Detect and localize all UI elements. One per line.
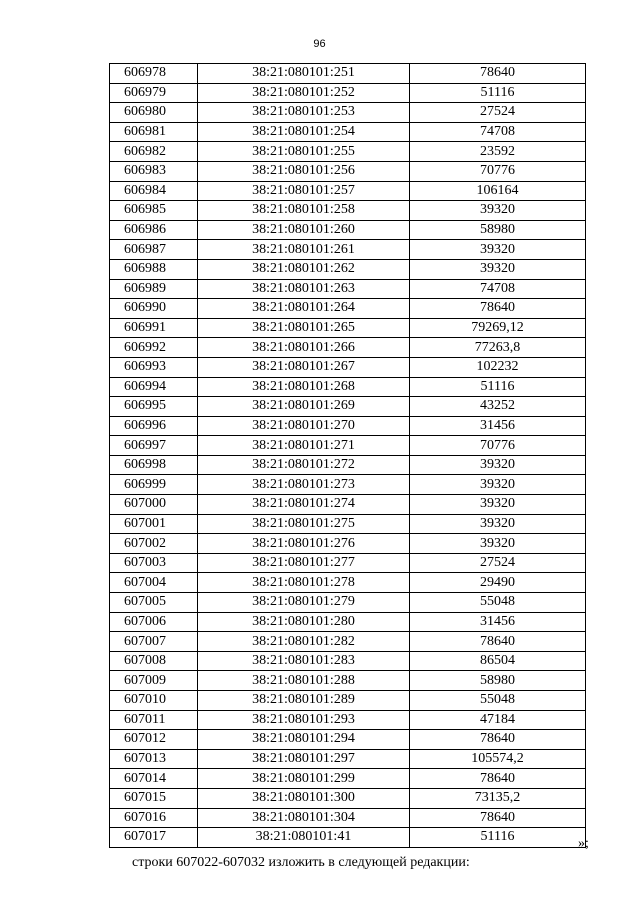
- cadastral-number-cell: 38:21:080101:293: [198, 710, 410, 730]
- row-number-cell: 606993: [110, 357, 198, 377]
- row-number-cell: 606978: [110, 64, 198, 84]
- row-number-cell: 607006: [110, 612, 198, 632]
- table-row: [110, 83, 586, 103]
- cadastral-number-cell: 38:21:080101:262: [198, 259, 410, 279]
- cadastral-value-cell: 70776: [410, 161, 586, 181]
- cadastral-number-cell: 38:21:080101:275: [198, 514, 410, 534]
- row-number-cell: 606997: [110, 436, 198, 456]
- table-row: [110, 357, 586, 377]
- cadastral-number-cell: 38:21:080101:261: [198, 240, 410, 260]
- cadastral-value-cell: 78640: [410, 299, 586, 319]
- table-row: [110, 64, 586, 84]
- cadastral-number-cell: 38:21:080101:289: [198, 691, 410, 711]
- row-number-cell: 607005: [110, 593, 198, 613]
- amendment-instruction-text: строки 607022-607032 изложить в следующей редакции:: [132, 855, 470, 870]
- cadastral-value-cell: 31456: [410, 612, 586, 632]
- row-number-cell: 606988: [110, 259, 198, 279]
- row-number-cell: 606984: [110, 181, 198, 201]
- cadastral-value-cell: 55048: [410, 691, 586, 711]
- cadastral-value-cell: 77263,8: [410, 338, 586, 358]
- table-row: [110, 201, 586, 221]
- table-row: [110, 730, 586, 750]
- cadastral-number-cell: 38:21:080101:263: [198, 279, 410, 299]
- table-row: [110, 553, 586, 573]
- cadastral-number-cell: 38:21:080101:271: [198, 436, 410, 456]
- table-row: [110, 671, 586, 691]
- table-row: [110, 632, 586, 652]
- cadastral-value-cell: 55048: [410, 593, 586, 613]
- cadastral-value-cell: 39320: [410, 201, 586, 221]
- row-number-cell: 607016: [110, 808, 198, 828]
- row-number-cell: 606980: [110, 103, 198, 123]
- table-body: [110, 64, 586, 848]
- row-number-cell: 607012: [110, 730, 198, 750]
- row-number-cell: 606987: [110, 240, 198, 260]
- row-number-cell: 606982: [110, 142, 198, 162]
- table-row: [110, 259, 586, 279]
- row-number-cell: 606983: [110, 161, 198, 181]
- table-row: [110, 573, 586, 593]
- table-row: [110, 769, 586, 789]
- cadastral-value-cell: 39320: [410, 534, 586, 554]
- table-row: [110, 534, 586, 554]
- row-number-cell: 607001: [110, 514, 198, 534]
- cadastral-number-cell: 38:21:080101:41: [198, 828, 410, 848]
- cadastral-value-cell: 51116: [410, 377, 586, 397]
- cadastral-number-cell: 38:21:080101:266: [198, 338, 410, 358]
- row-number-cell: 607013: [110, 749, 198, 769]
- cadastral-number-cell: 38:21:080101:277: [198, 553, 410, 573]
- table-row: [110, 299, 586, 319]
- table-row: [110, 220, 586, 240]
- table-row: [110, 808, 586, 828]
- table-row: [110, 240, 586, 260]
- cadastral-number-cell: 38:21:080101:294: [198, 730, 410, 750]
- cadastral-number-cell: 38:21:080101:297: [198, 749, 410, 769]
- cadastral-value-cell: 39320: [410, 495, 586, 515]
- cadastral-value-cell: 58980: [410, 671, 586, 691]
- row-number-cell: 607002: [110, 534, 198, 554]
- cadastral-number-cell: 38:21:080101:269: [198, 397, 410, 417]
- cadastral-value-cell: 47184: [410, 710, 586, 730]
- row-number-cell: 607011: [110, 710, 198, 730]
- table-row: [110, 514, 586, 534]
- cadastral-number-cell: 38:21:080101:265: [198, 318, 410, 338]
- cadastral-value-table: [109, 63, 586, 848]
- table-row: [110, 377, 586, 397]
- table-row: [110, 710, 586, 730]
- table-row: [110, 495, 586, 515]
- row-number-cell: 607004: [110, 573, 198, 593]
- cadastral-number-cell: 38:21:080101:274: [198, 495, 410, 515]
- row-number-cell: 606981: [110, 122, 198, 142]
- table-row: [110, 691, 586, 711]
- table-row: [110, 181, 586, 201]
- table-row: [110, 651, 586, 671]
- table-row: [110, 416, 586, 436]
- cadastral-number-cell: 38:21:080101:300: [198, 788, 410, 808]
- cadastral-value-cell: 86504: [410, 651, 586, 671]
- row-number-cell: 607010: [110, 691, 198, 711]
- cadastral-value-cell: 58980: [410, 220, 586, 240]
- cadastral-number-cell: 38:21:080101:252: [198, 83, 410, 103]
- table-row: [110, 788, 586, 808]
- row-number-cell: 606998: [110, 455, 198, 475]
- cadastral-number-cell: 38:21:080101:304: [198, 808, 410, 828]
- cadastral-number-cell: 38:21:080101:270: [198, 416, 410, 436]
- cadastral-value-cell: 43252: [410, 397, 586, 417]
- table-row: [110, 279, 586, 299]
- table-row: [110, 749, 586, 769]
- cadastral-value-cell: 78640: [410, 808, 586, 828]
- cadastral-number-cell: 38:21:080101:255: [198, 142, 410, 162]
- row-number-cell: 606994: [110, 377, 198, 397]
- table-row: [110, 593, 586, 613]
- page-number: 96: [313, 38, 326, 50]
- cadastral-number-cell: 38:21:080101:258: [198, 201, 410, 221]
- cadastral-number-cell: 38:21:080101:283: [198, 651, 410, 671]
- cadastral-value-cell: 74708: [410, 279, 586, 299]
- cadastral-number-cell: 38:21:080101:278: [198, 573, 410, 593]
- cadastral-value-cell: 27524: [410, 103, 586, 123]
- cadastral-value-cell: 79269,12: [410, 318, 586, 338]
- cadastral-number-cell: 38:21:080101:282: [198, 632, 410, 652]
- row-number-cell: 607008: [110, 651, 198, 671]
- cadastral-value-cell: 51116: [410, 828, 586, 848]
- table-row: [110, 475, 586, 495]
- table-row: [110, 828, 586, 848]
- cadastral-number-cell: 38:21:080101:273: [198, 475, 410, 495]
- closing-quote-mark: »;: [578, 836, 589, 851]
- cadastral-number-cell: 38:21:080101:272: [198, 455, 410, 475]
- cadastral-number-cell: 38:21:080101:267: [198, 357, 410, 377]
- cadastral-value-cell: 29490: [410, 573, 586, 593]
- cadastral-value-cell: 51116: [410, 83, 586, 103]
- cadastral-number-cell: 38:21:080101:251: [198, 64, 410, 84]
- table-row: [110, 397, 586, 417]
- cadastral-number-cell: 38:21:080101:276: [198, 534, 410, 554]
- cadastral-number-cell: 38:21:080101:254: [198, 122, 410, 142]
- cadastral-value-cell: 105574,2: [410, 749, 586, 769]
- row-number-cell: 607000: [110, 495, 198, 515]
- row-number-cell: 606986: [110, 220, 198, 240]
- row-number-cell: 606979: [110, 83, 198, 103]
- cadastral-number-cell: 38:21:080101:279: [198, 593, 410, 613]
- cadastral-number-cell: 38:21:080101:288: [198, 671, 410, 691]
- cadastral-value-cell: 73135,2: [410, 788, 586, 808]
- cadastral-value-cell: 78640: [410, 64, 586, 84]
- cadastral-value-cell: 39320: [410, 259, 586, 279]
- table-row: [110, 612, 586, 632]
- row-number-cell: 606989: [110, 279, 198, 299]
- row-number-cell: 607017: [110, 828, 198, 848]
- table-row: [110, 142, 586, 162]
- row-number-cell: 607007: [110, 632, 198, 652]
- cadastral-value-cell: 39320: [410, 475, 586, 495]
- cadastral-value-cell: 78640: [410, 730, 586, 750]
- cadastral-value-cell: 106164: [410, 181, 586, 201]
- table-row: [110, 103, 586, 123]
- cadastral-number-cell: 38:21:080101:260: [198, 220, 410, 240]
- cadastral-value-cell: 31456: [410, 416, 586, 436]
- cadastral-value-cell: 78640: [410, 769, 586, 789]
- row-number-cell: 607009: [110, 671, 198, 691]
- cadastral-number-cell: 38:21:080101:280: [198, 612, 410, 632]
- cadastral-number-cell: 38:21:080101:264: [198, 299, 410, 319]
- table-row: [110, 436, 586, 456]
- row-number-cell: 606990: [110, 299, 198, 319]
- table-row: [110, 161, 586, 181]
- row-number-cell: 606995: [110, 397, 198, 417]
- table-row: [110, 318, 586, 338]
- cadastral-value-cell: 102232: [410, 357, 586, 377]
- cadastral-value-cell: 23592: [410, 142, 586, 162]
- row-number-cell: 606999: [110, 475, 198, 495]
- table-row: [110, 338, 586, 358]
- cadastral-number-cell: 38:21:080101:257: [198, 181, 410, 201]
- row-number-cell: 606992: [110, 338, 198, 358]
- cadastral-number-cell: 38:21:080101:299: [198, 769, 410, 789]
- cadastral-value-cell: 39320: [410, 514, 586, 534]
- row-number-cell: 607003: [110, 553, 198, 573]
- cadastral-value-cell: 70776: [410, 436, 586, 456]
- cadastral-value-cell: 39320: [410, 240, 586, 260]
- table-row: [110, 455, 586, 475]
- cadastral-value-cell: 74708: [410, 122, 586, 142]
- cadastral-number-cell: 38:21:080101:256: [198, 161, 410, 181]
- cadastral-number-cell: 38:21:080101:253: [198, 103, 410, 123]
- cadastral-number-cell: 38:21:080101:268: [198, 377, 410, 397]
- row-number-cell: 607014: [110, 769, 198, 789]
- row-number-cell: 607015: [110, 788, 198, 808]
- row-number-cell: 606991: [110, 318, 198, 338]
- row-number-cell: 606985: [110, 201, 198, 221]
- table-row: [110, 122, 586, 142]
- cadastral-value-cell: 78640: [410, 632, 586, 652]
- row-number-cell: 606996: [110, 416, 198, 436]
- cadastral-value-cell: 39320: [410, 455, 586, 475]
- cadastral-value-cell: 27524: [410, 553, 586, 573]
